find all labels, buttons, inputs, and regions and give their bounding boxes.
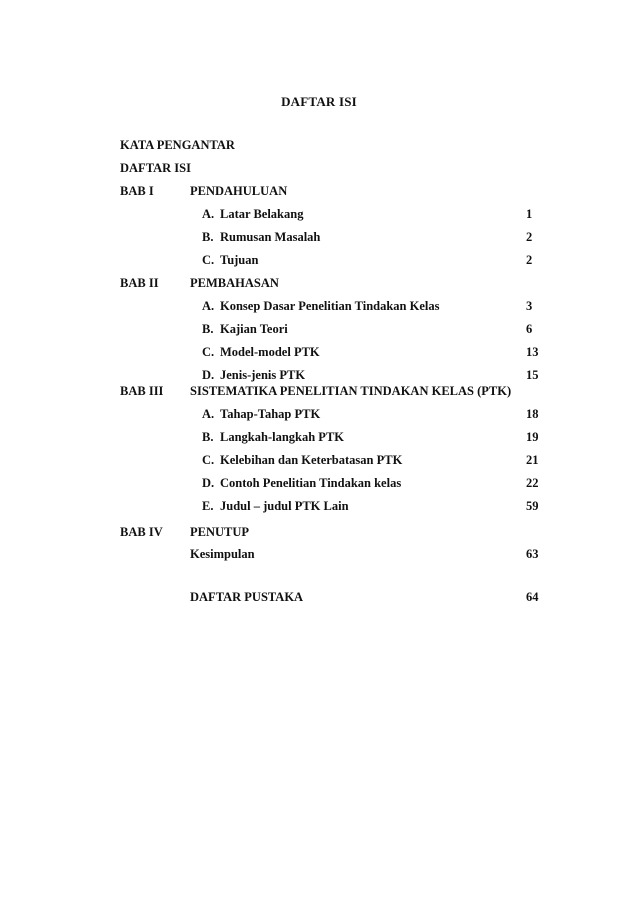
- toc-entry-page: 19: [526, 430, 539, 444]
- toc-entry-letter: C.: [202, 345, 215, 359]
- toc-entry-page: 2: [526, 230, 533, 244]
- toc-entry-page: 22: [526, 476, 539, 490]
- toc-entry-letter: B.: [202, 322, 214, 336]
- chapter-3-title: SISTEMATIKA PENELITIAN TINDAKAN KELAS (PTK): [190, 384, 512, 398]
- toc-entry-page: 59: [526, 499, 539, 513]
- toc-entry-letter: C.: [202, 253, 215, 267]
- page-title: DAFTAR ISI: [281, 94, 357, 109]
- toc-entry-page: 3: [526, 299, 533, 313]
- chapter-4-title: PENUTUP: [190, 525, 250, 539]
- chapter-1-label: BAB I: [120, 184, 154, 198]
- chapter-4-label: BAB IV: [120, 525, 163, 539]
- chapter-2-label: BAB II: [120, 276, 159, 290]
- toc-daftar-isi: DAFTAR ISI: [120, 161, 191, 175]
- toc-entry-page: 18: [526, 407, 539, 421]
- toc-entry-letter: A.: [202, 207, 215, 221]
- toc-entry-text: Langkah-langkah PTK: [220, 430, 345, 444]
- toc-entry-text: Model-model PTK: [220, 345, 320, 359]
- toc-entry-page: 64: [526, 590, 539, 604]
- toc-entry-text: Latar Belakang: [220, 207, 304, 221]
- toc-entry-letter: A.: [202, 299, 215, 313]
- toc-entry-letter: B.: [202, 230, 214, 244]
- toc-entry-letter: B.: [202, 430, 214, 444]
- toc-entry-text: Kajian Teori: [220, 322, 288, 336]
- toc-entry-page: 63: [526, 547, 539, 561]
- toc-entry-text: Kelebihan dan Keterbatasan PTK: [220, 453, 403, 467]
- toc-entry-page: 1: [526, 207, 533, 221]
- toc-entry-text: Tahap-Tahap PTK: [220, 407, 321, 421]
- toc-entry-text: Contoh Penelitian Tindakan kelas: [220, 476, 402, 490]
- toc-kata-pengantar: KATA PENGANTAR: [120, 138, 235, 152]
- toc-entry-text: Kesimpulan: [190, 547, 255, 561]
- toc-entry-text: Jenis-jenis PTK: [220, 368, 306, 382]
- toc-entry-page: 2: [526, 253, 533, 267]
- chapter-3-label: BAB III: [120, 384, 164, 398]
- toc-entry-text: Rumusan Masalah: [220, 230, 321, 244]
- toc-entry-text: Tujuan: [220, 253, 259, 267]
- toc-entry-page: 6: [526, 322, 533, 336]
- toc-entry-page: 21: [526, 453, 539, 467]
- toc-entry-text: Konsep Dasar Penelitian Tindakan Kelas: [220, 299, 440, 313]
- toc-entry-page: 15: [526, 368, 539, 382]
- toc-entry-letter: A.: [202, 407, 215, 421]
- chapter-2-title: PEMBAHASAN: [190, 276, 279, 290]
- toc-entry-letter: C.: [202, 453, 215, 467]
- toc-entry-letter: E.: [202, 499, 214, 513]
- toc-entry-letter: D.: [202, 476, 215, 490]
- toc-entry-letter: D.: [202, 368, 215, 382]
- toc-entry-text: DAFTAR PUSTAKA: [190, 590, 304, 604]
- toc-entry-page: 13: [526, 345, 539, 359]
- chapter-1-title: PENDAHULUAN: [190, 184, 288, 198]
- toc-entry-text: Judul – judul PTK Lain: [220, 499, 349, 513]
